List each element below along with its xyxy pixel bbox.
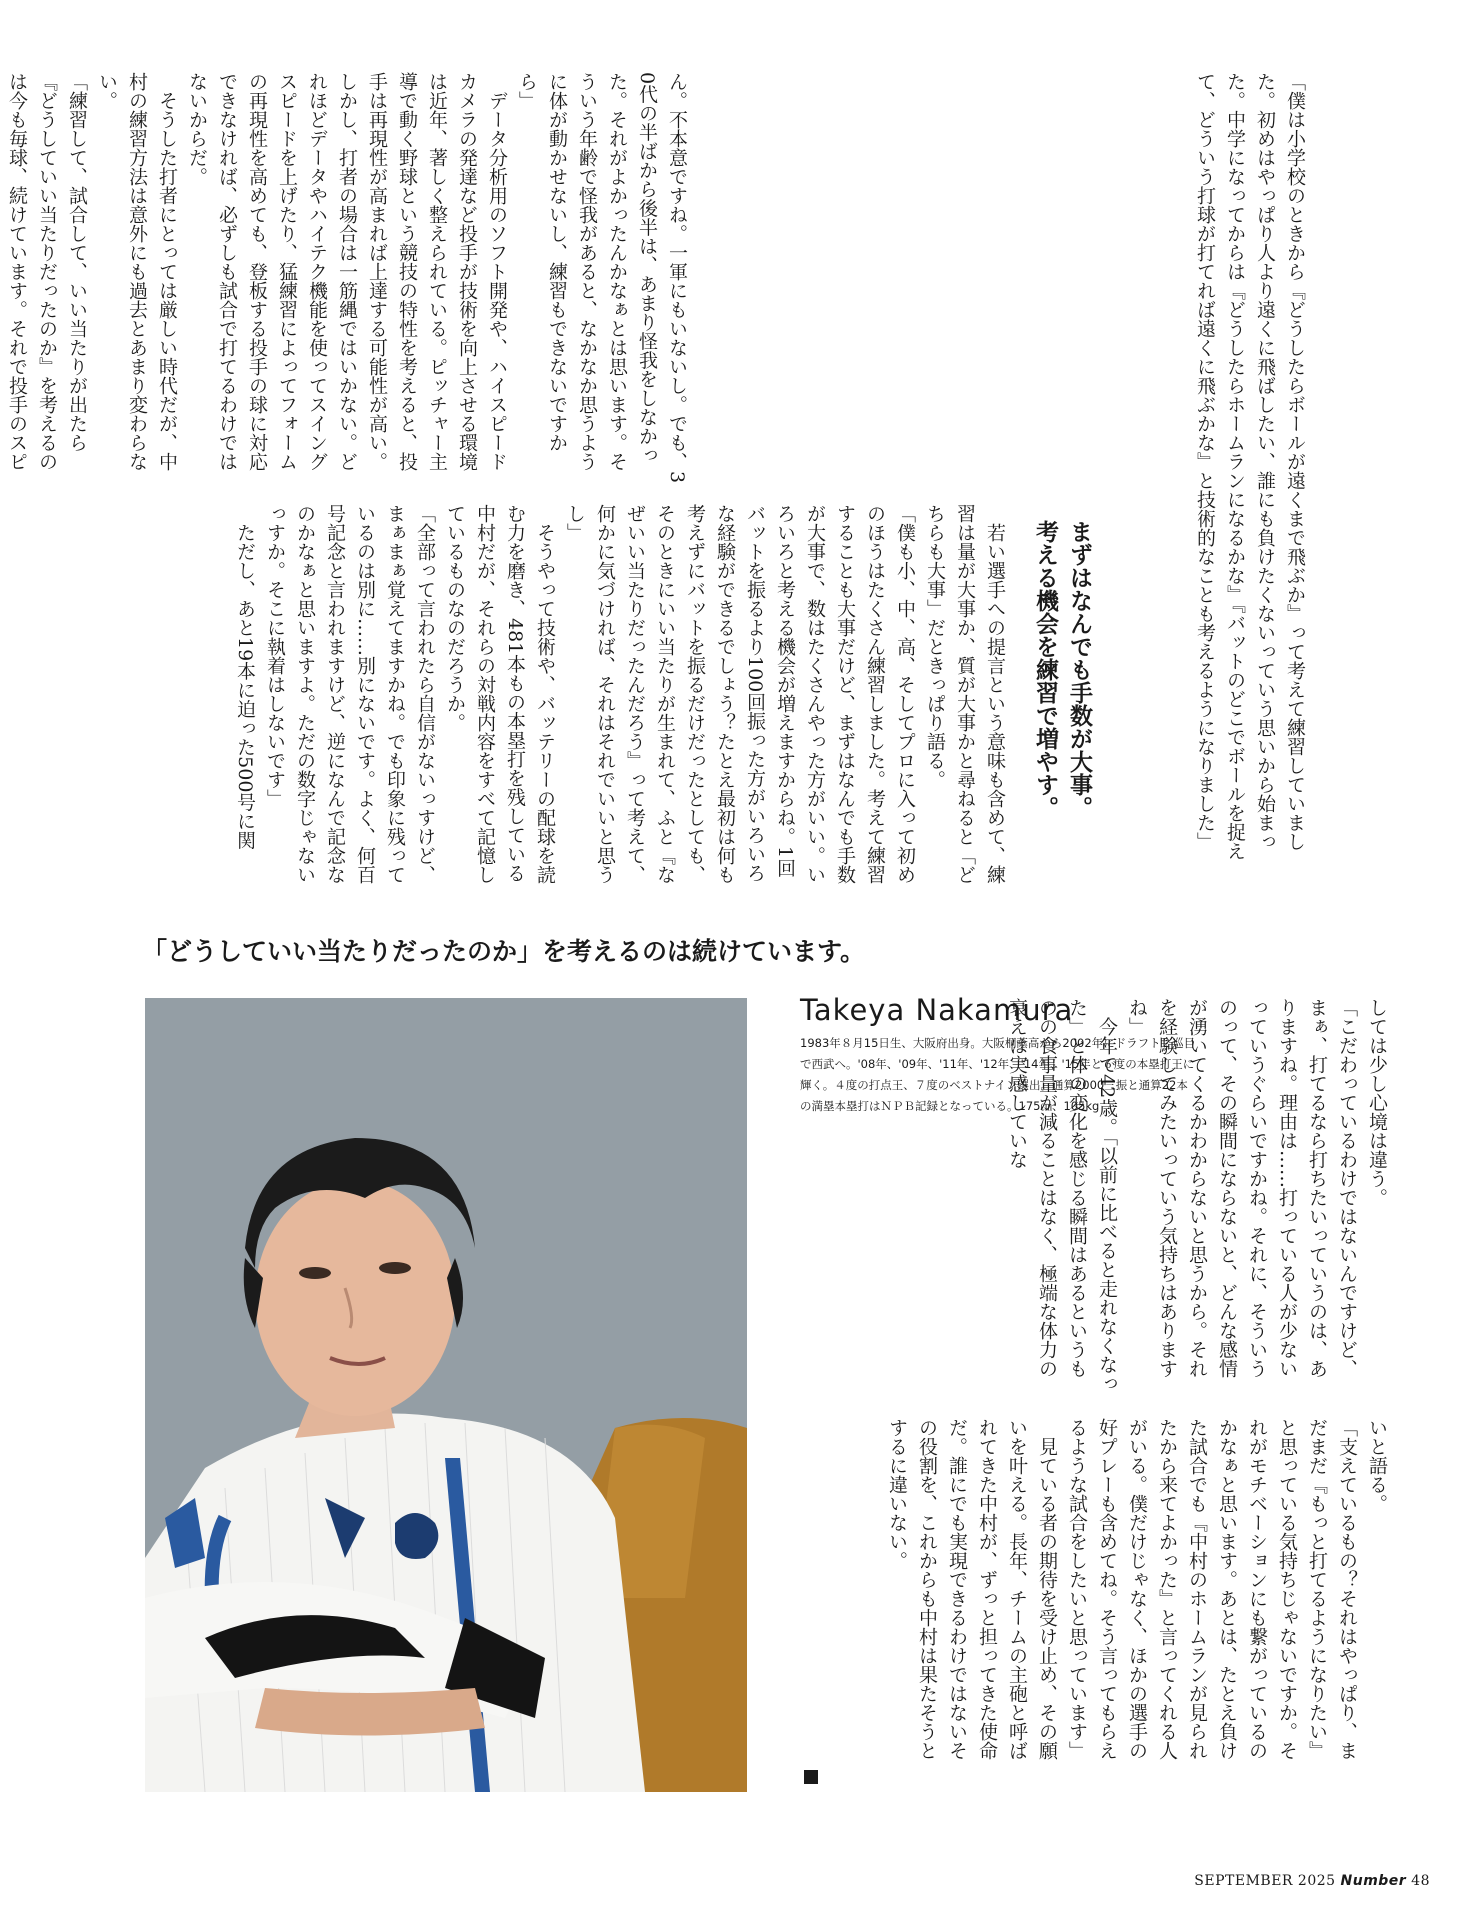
section-subheading: まずはなんでも手数が大事。 考える機会を練習で増やす。 [1032, 520, 1092, 819]
article-column-middle: 若い選手への提言という意味も含めて、練習は量が大事か、質が大事かと尋ねると「どちらも大事」だときっぱり語る。 「僕も小、中、高、そしてプロに入って初めのほうはたくさん練習しました。考えて練習することも大事だけど、まずはなんでも手数が大事で、数はたくさんやった方がいい。いろいろと考える機会が増えますからね。1回バットを振るより100回振った方がいろいろな経験ができるでしょう？たとえ最初は何も考えずにバットを振るだけだったとしても、そのときにいい当たりが生まれて、ふと『なぜいい当たりだったんだろう』って考えて、何かに気づければ、それはそれでいいと思うし」 そうやって技術や、バッテリーの配球を読む力を磨き、481本もの本塁打を残している中村だが、それらの対戦内容をすべて記憶しているものなのだろうか。 「全部って言われたら自信がないっすけど、まぁまぁ覚えてますかね。でも印象に残っているのは別に……別にないです。よく、何百号記念と言われますけど、逆になんで記念なのかなぁと思いますよ。ただの数字じゃないっすか。そこに執着はしないです」 ただし、あと19本に迫った500号に関 [234, 504, 1006, 884]
player-photo [145, 998, 747, 1792]
player-bio: 1983年８月15日生、大阪府出身。大阪桐蔭高から2002年にドラフト２巡目で西武へ。'08年、'09年、'11年、'12年、'14年、'15年と６度の本塁打王に輝く。４度の打点王、７度のベストナイン選出。通算2000三振と通算22本の満塁本塁打はＮＰＢ記録となっている。175㎝、105kg [800, 1036, 1196, 1113]
article-end-mark [804, 1770, 818, 1784]
article-column-top-left: ん。不本意ですね。一軍にもいないし。でも、30代の半ばから後半は、あまり怪我をしなかった。それがよかったんかなぁとは思います。そういう年齢で怪我があると、なかなか思うように体が動かせないし、練習もできないですから」 データ分析用のソフト開発や、ハイスピードカメラの発達など投手が技術を向上させる環境は近年、著しく整えられている。ピッチャー主導で動く野球という競技の特性を考えると、投手は再現性が高まれば上達する可能性が高い。しかし、打者の場合は一筋縄ではいかない。どれほどデータやハイテク機能を使ってスイングスピードを上げたり、猛練習によってフォームの再現性を高めても、登板する投手の球に対応できなければ、必ずしも試合で打てるわけではないからだ。 そうした打者にとっては厳しい時代だが、中村の練習方法は意外にも過去とあまり変わらない。 「練習して、試合して、いい当たりが出たら『どうしていい当たりだったのか』を考えるのは今も毎球、続けています。それで投手のスピ [6, 72, 688, 484]
folio-magazine: Number [1340, 1873, 1407, 1889]
folio-issue: SEPTEMBER 2025 [1194, 1873, 1336, 1889]
page-folio [1194, 1873, 1430, 1889]
folio-page-number: 48 [1411, 1873, 1430, 1889]
article-column-bottom-lower: いと語る。 「支えているもの？それはやっぱり、まだまだ『もっと打てるようになりたい』と思っている気持ちじゃないですか。それがモチベーションにも繋がっているのかなぁと思います。あとは、たとえ負けた試合でも『中村のホームランが見られたから来てよかった』と言ってくれる人がいる。僕だけじゃなく、ほかの選手の好プレーも含めてね。そう言ってもらえるような試合をしたいと思っています」 見ている者の期待を受け止め、その願いを叶える。長年、チームの主砲と呼ばれてきた中村が、ずっと担ってきた使命だ。誰にでも実現できるわけではないその役割を、これからも中村は果たそうとするに違いない。 [886, 1418, 1388, 1760]
pull-quote: 「どうしていい当たりだったのか」を考えるのは続けています。 [142, 937, 866, 966]
article-column-bottom-upper: しては少し心境は違う。 「こだわっているわけではないんですけど、まぁ、打てるなら打ちたいっていうのは、ありますね。理由は……打っている人が少ないっていうぐらいですかね。それに、そういうのって、その瞬間にならないと、どんな感情が湧いてくるかわからないと思うから。それを経験してみたいっていう気持ちはありますね」 今年で42歳。「以前に比べると走れなくなった」と体の変化を感じる瞬間はあるというものの食事量が減ることはなく、極端な体力の衰えは実感していな [1006, 998, 1388, 1393]
player-name: Takeya Nakamura [800, 993, 1074, 1027]
article-column-top-right: 「僕は小学校のときから『どうしたらボールが遠くまで飛ぶか』って考えて練習していました。初めはやっぱり人より遠くに飛ばしたい、誰にも負けたくないっていう思いから始まった。中学になってからは『どうしたらホームランになるかな』『バットのどこでボールを捉えて、どういう打球が打てれば遠くに飛ぶかな』と技術的なことも考えるようになりました」 [1194, 72, 1306, 861]
